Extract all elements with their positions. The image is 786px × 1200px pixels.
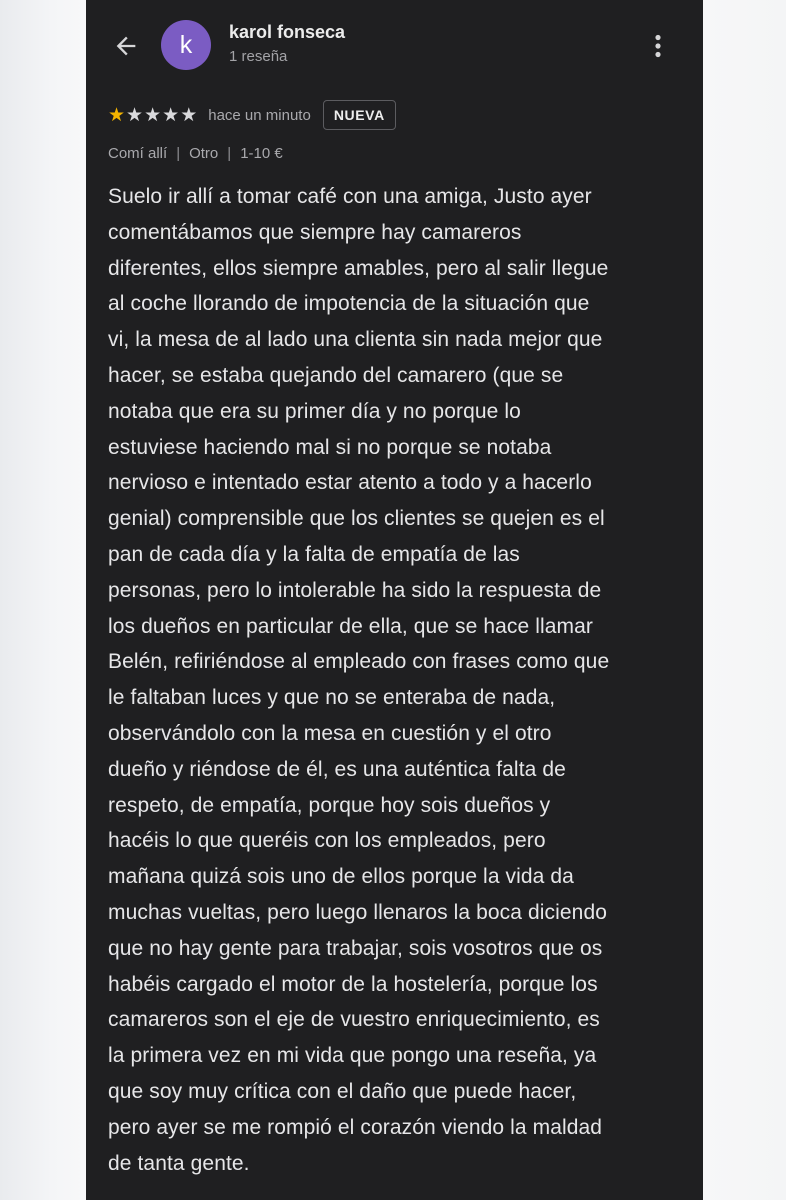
review-header (86, 0, 703, 90)
review-text-line: vi, la mesa de al lado una clienta sin nada mejor que (108, 328, 603, 352)
review-text-line: que no hay gente para trabajar, sois vosotros que os (108, 936, 603, 960)
review-text-line: habéis cargado el motor de la hostelería, porque los (108, 972, 598, 996)
review-text-line: muchas vueltas, pero luego llenaros la boca diciendo (108, 900, 608, 924)
review-text-line: de tanta gente. (108, 1151, 250, 1175)
more-vertical-icon (655, 34, 661, 58)
review-text-line: dueño y riéndose de él, es una auténtica falta de (108, 757, 566, 781)
avatar-letter: k (179, 30, 193, 59)
review-text-line: camareros son el eje de vuestro enriquecimiento, es (108, 1008, 600, 1032)
review-text-line: hacer, se estaba quejando del camarero (que se (108, 363, 564, 387)
review-text-line: nervioso e intentado estar atento a todo y a hacerlo (108, 471, 592, 495)
review-text-line: le faltaban luces y que no se enteraba de nada, (108, 686, 556, 710)
star-empty-icon: ★ (126, 103, 144, 126)
review-text-line: pan de cada día y la falta de empatía de las (108, 542, 520, 566)
review-text (108, 179, 692, 1181)
right-background (703, 0, 786, 1200)
review-text-line: Suelo ir allí a tomar café con una amiga, Justo ayer (108, 185, 592, 208)
meta-separator: | (176, 145, 181, 162)
review-text-line: notaba que era su primer día y no porque lo (108, 399, 521, 423)
more-options-button[interactable] (646, 28, 670, 64)
review-text-line: personas, pero lo intolerable ha sido la respuesta de (108, 578, 602, 602)
review-text-line: mañana quizá sois uno de ellos porque la vida da (108, 865, 574, 889)
review-text-line: que soy muy crítica con el daño que puede hacer, (108, 1079, 577, 1103)
review-text-line: pero ayer se me rompió el corazón viendo la maldad (108, 1115, 603, 1139)
review-text-line: comentábamos que siempre hay camareros (108, 220, 522, 244)
review-text-line: respeto, de empatía, porque hoy sois dueños y (108, 793, 551, 817)
review-text-line: estuviese haciendo mal si no porque se notaba (108, 435, 552, 459)
star-filled-icon: ★ (108, 103, 126, 126)
meta-meal: Otro (189, 145, 219, 162)
review-meta (108, 145, 283, 162)
review-text-line: hacéis lo que queréis con los empleados, pero (108, 829, 546, 853)
review-text-line: la primera vez en mi vida que pongo una reseña, ya (108, 1044, 597, 1068)
star-rating (108, 103, 198, 126)
review-text-line: al coche llorando de impotencia de la situación que (108, 292, 590, 316)
left-background (0, 0, 86, 1200)
review-text-line: Belén, refiriéndose al empleado con frases como que (108, 650, 610, 674)
arrow-back-icon (112, 32, 140, 60)
review-time: hace un minuto (208, 106, 311, 124)
review-count: 1 reseña (229, 48, 288, 65)
reviewer-name[interactable]: karol fonseca (229, 22, 346, 42)
review-text-line: diferentes, ellos siempre amables, pero al salir llegue (108, 256, 609, 280)
star-empty-icon: ★ (180, 103, 198, 126)
new-badge: NUEVA (323, 100, 396, 130)
review-text-line: los dueños en particular de ella, que se hace llamar (108, 614, 593, 638)
star-empty-icon: ★ (162, 103, 180, 126)
star-empty-icon: ★ (144, 103, 162, 126)
review-text-line: observándolo con la mesa en cuestión y el otro (108, 721, 552, 745)
back-button[interactable] (108, 28, 144, 64)
meta-price: 1-10 € (240, 145, 283, 162)
review-panel (86, 0, 703, 1200)
avatar[interactable] (161, 20, 211, 70)
meta-separator: | (227, 145, 232, 162)
review-text-line: genial) comprensible que los clientes se quejen es el (108, 507, 605, 531)
rating-row (108, 98, 396, 132)
meta-service: Comí allí (108, 145, 168, 162)
